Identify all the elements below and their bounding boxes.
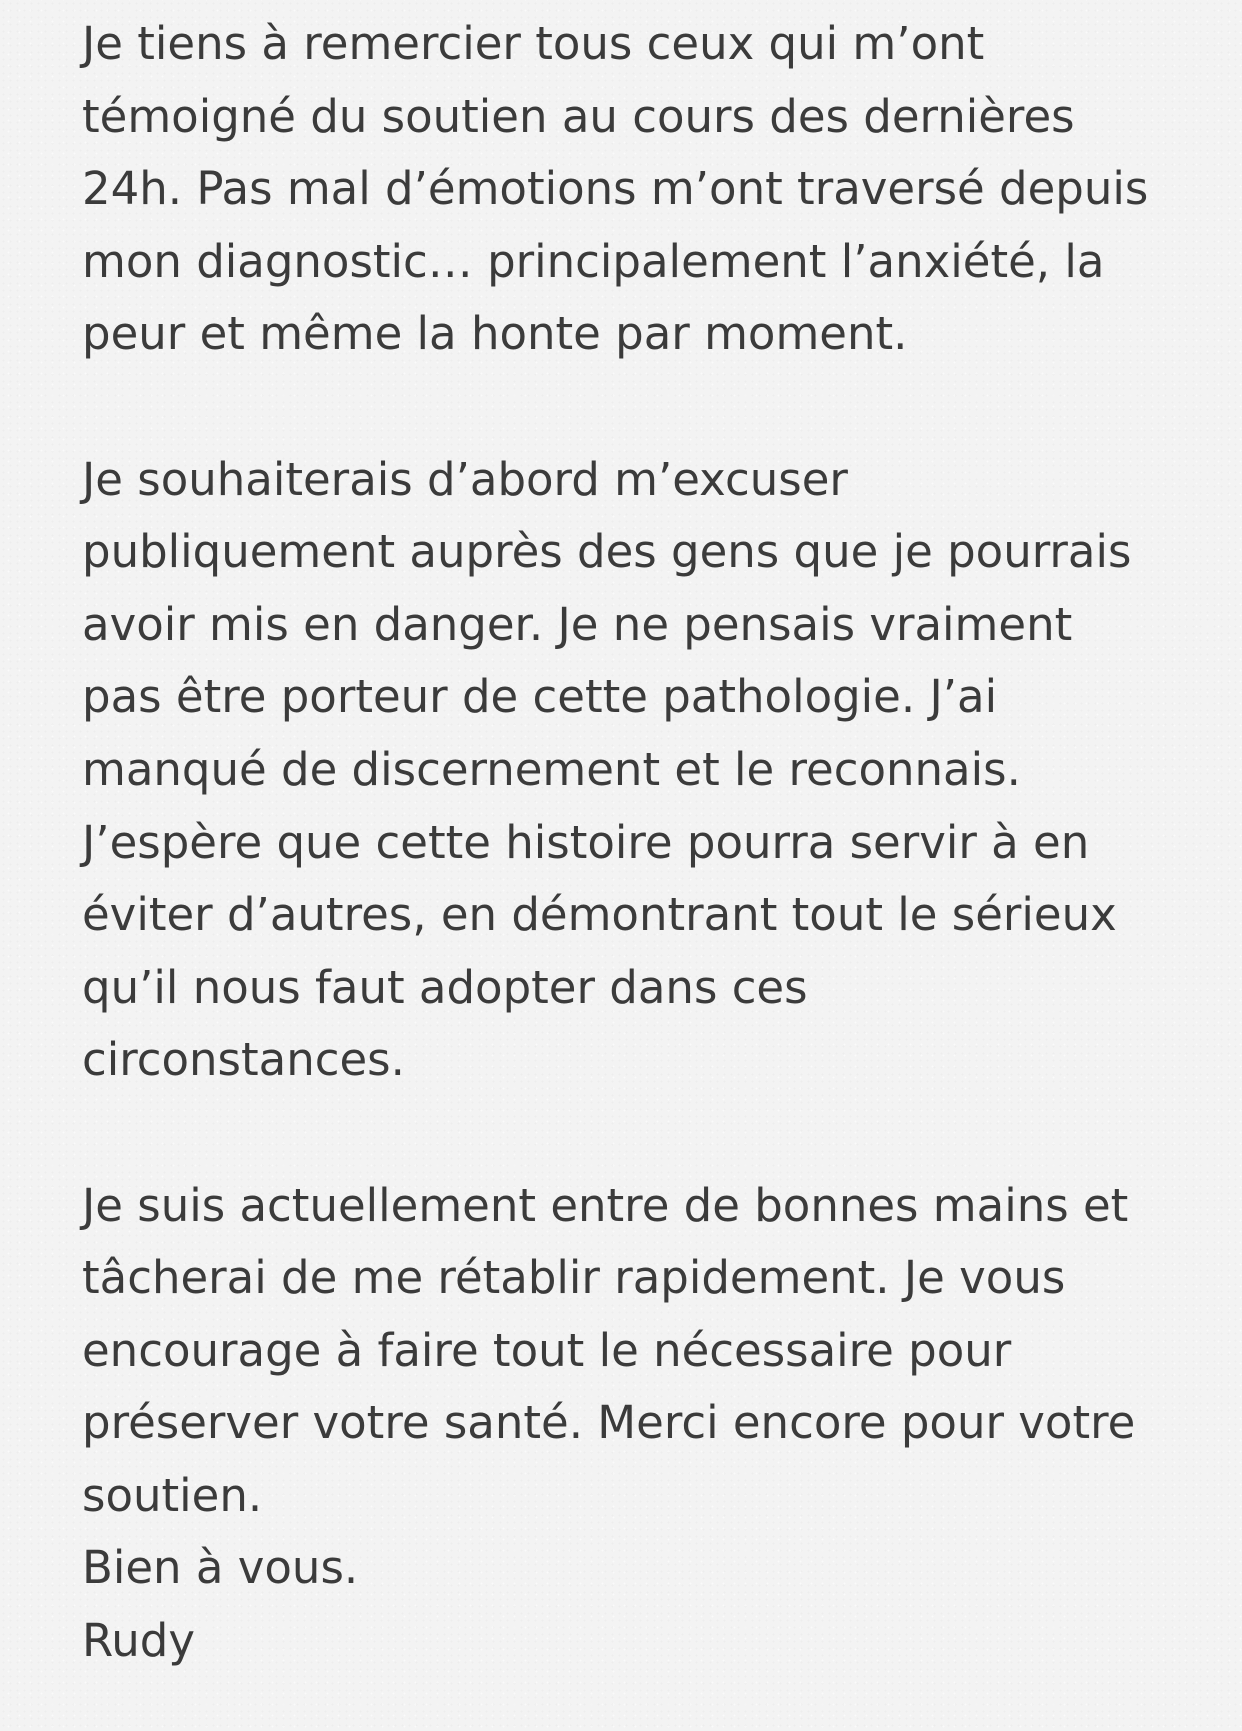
signature: Rudy: [82, 1614, 195, 1668]
paragraph-thanks: Je tiens à remercier tous ceux qui m’ont témoigné du soutien au cours des dernières 24h. Pas mal d’émotions m’ont traversé depuis mon diagnostic… principalement l’anxiété, la peur et même la honte par moment.: [82, 17, 1149, 361]
paragraph-spacer: [82, 1097, 1192, 1170]
closing-line: Bien à vous.: [82, 1541, 359, 1595]
note-body: [82, 8, 1192, 1678]
paragraph-recovery: Je suis actuellement entre de bonnes mains et tâcherai de me rétablir rapidement. Je vous encourage à faire tout le nécessaire pour préserver votre santé. Merci encore pour votre soutien.: [82, 1178, 1136, 1522]
paragraph-spacer: [82, 371, 1192, 444]
paragraph-apology: Je souhaiterais d’abord m’excuser publiquement auprès des gens que je pourrais avoir mis en danger. Je ne pensais vraiment pas être porteur de cette pathologie. J’ai manqué de discernement et le reconnais. J’espère que cette histoire pourra servir à en éviter d’autres, en démontrant tout le sérieux qu’il nous faut adopter dans ces circonstances.: [82, 452, 1132, 1087]
